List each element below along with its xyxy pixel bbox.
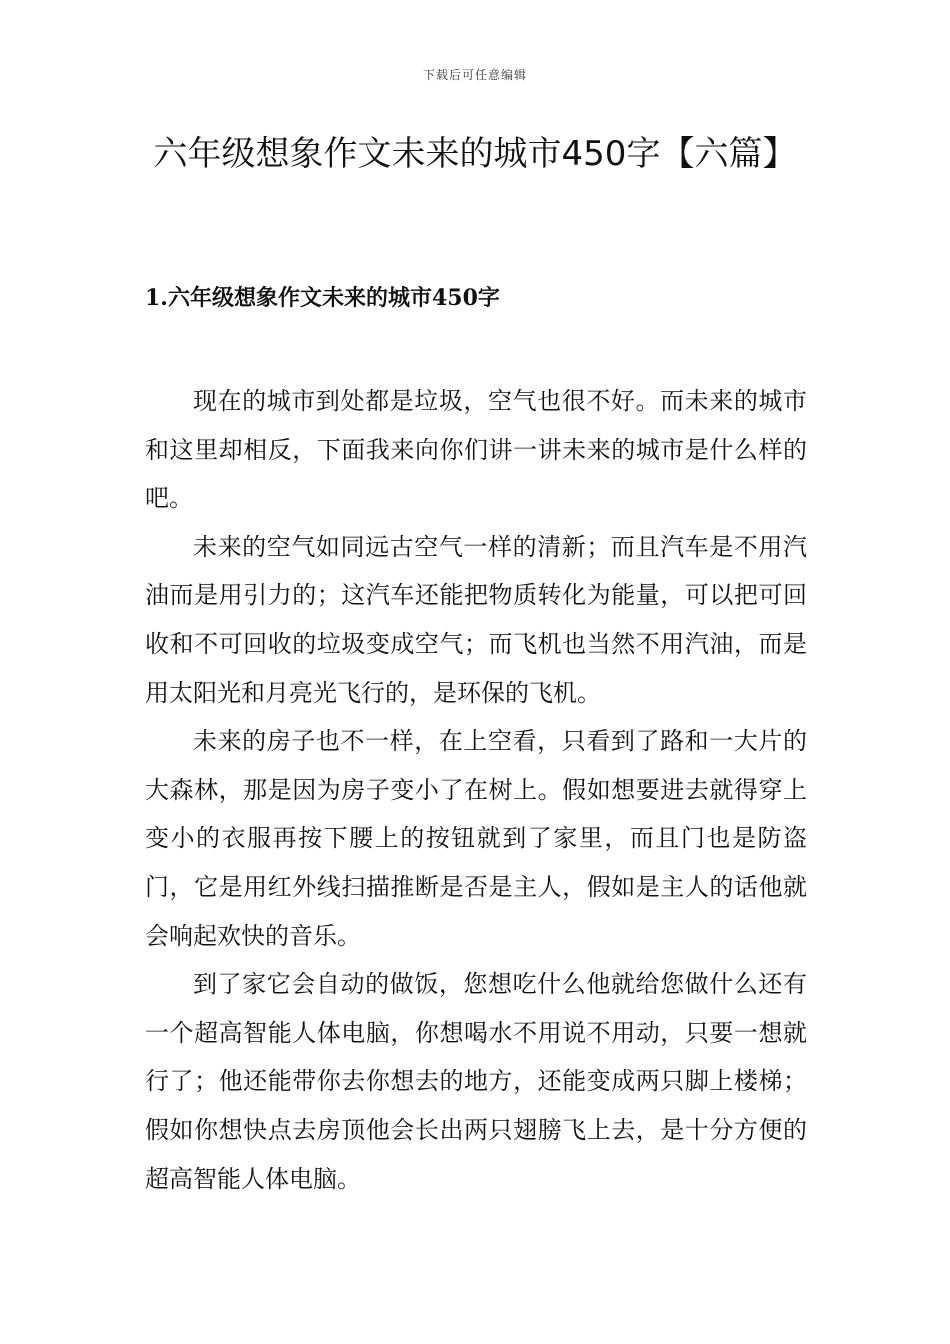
section-heading: 1.六年级想象作文未来的城市450字 [145,285,500,311]
body-text [145,377,807,1203]
document-title: 六年级想象作文未来的城市450字【六篇】 [153,134,797,174]
paragraph-4: 到了家它会自动的做饭，您想吃什么他就给您做什么还有一个超高智能人体电脑，你想喝水不用说不用动，只要一想就行了；他还能带你去你想去的地方，还能变成两只脚上楼梯；假如你想快点去房顶他会长出两只翅膀飞上去，是十分方便的超高智能人体电脑。 [145,970,807,1193]
paragraph-2: 未来的空气如同远古空气一样的清新；而且汽车是不用汽油而是用引力的；这汽车还能把物质转化为能量，可以把可回收和不可回收的垃圾变成空气；而飞机也当然不用汽油，而是用太阳光和月亮光飞行的，是环保的飞机。 [145,532,807,707]
header-note: 下载后可任意编辑 [422,68,527,82]
paragraph-1: 现在的城市到处都是垃圾，空气也很不好。而未来的城市和这里却相反，下面我来向你们讲一讲未来的城市是什么样的吧。 [145,387,807,513]
paragraph-3: 未来的房子也不一样，在上空看，只看到了路和一大片的大森林，那是因为房子变小了在树上。假如想要进去就得穿上变小的衣服再按下腰上的按钮就到了家里，而且门也是防盗门，它是用红外线扫描推断是否是主人，假如是主人的话他就会响起欢快的音乐。 [145,727,807,950]
